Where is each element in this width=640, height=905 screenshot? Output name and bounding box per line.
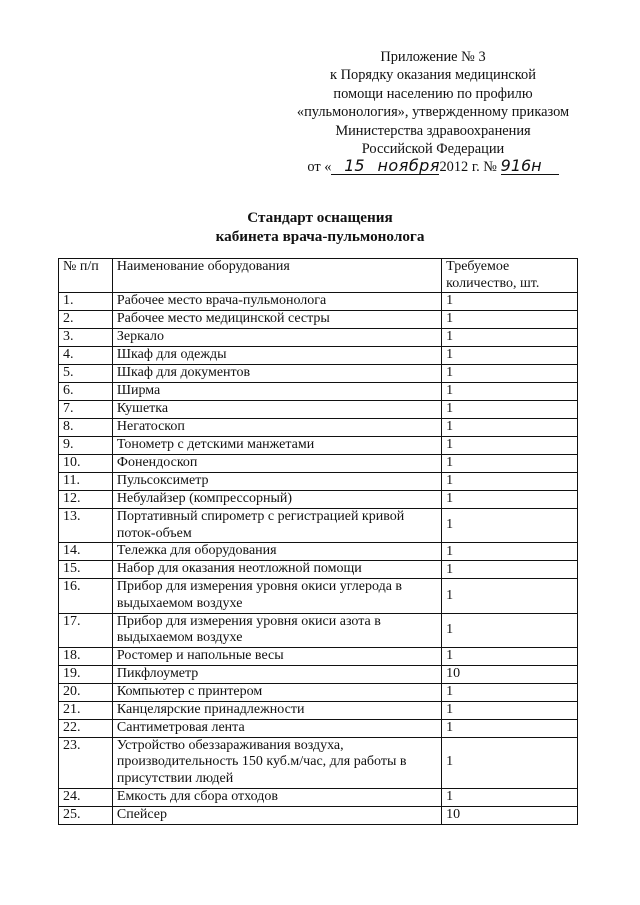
equipment-name-cell: Шкаф для документов	[112, 365, 441, 383]
equipment-name-cell: Тонометр с детскими манжетами	[112, 437, 441, 455]
row-number-cell: 10.	[59, 455, 113, 473]
row-number-cell: 17.	[59, 613, 113, 647]
table-row	[59, 665, 578, 683]
row-number-cell: 22.	[59, 719, 113, 737]
handwritten-day: 15	[331, 158, 377, 175]
table-row	[59, 293, 578, 311]
quantity-cell: 10	[442, 806, 578, 824]
table-body	[59, 293, 578, 824]
row-number-cell: 4.	[59, 347, 113, 365]
order-date-line	[288, 158, 578, 176]
quantity-cell: 1	[442, 491, 578, 509]
equipment-name-cell: Канцелярские принадлежности	[112, 701, 441, 719]
row-number-cell: 19.	[59, 665, 113, 683]
row-number-cell: 20.	[59, 683, 113, 701]
row-number-cell: 3.	[59, 329, 113, 347]
quantity-cell: 1	[442, 509, 578, 543]
table-row	[59, 365, 578, 383]
title-line-2: кабинета врача-пульмонолога	[215, 228, 425, 245]
row-number-cell: 11.	[59, 473, 113, 491]
equipment-name-cell: Зеркало	[112, 329, 441, 347]
row-number-cell: 1.	[59, 293, 113, 311]
quantity-cell: 1	[442, 719, 578, 737]
table-row	[59, 347, 578, 365]
quantity-cell: 1	[442, 473, 578, 491]
table-row	[59, 383, 578, 401]
equipment-name-cell: Спейсер	[112, 806, 441, 824]
equipment-name-cell: Фонендоскоп	[112, 455, 441, 473]
equipment-name-cell: Ростомер и напольные весы	[112, 647, 441, 665]
equipment-name-cell: Небулайзер (компрессорный)	[112, 491, 441, 509]
equipment-name-cell: Сантиметровая лента	[112, 719, 441, 737]
quantity-cell: 1	[442, 419, 578, 437]
quantity-cell: 1	[442, 383, 578, 401]
table-row	[59, 437, 578, 455]
document-title	[0, 208, 640, 246]
table-row	[59, 491, 578, 509]
equipment-name-cell: Устройство обеззараживания воздуха, производительность 150 куб.м/час, для работы в присутствии людей	[112, 737, 441, 788]
equipment-name-cell: Пикфлоуметр	[112, 665, 441, 683]
table-row	[59, 737, 578, 788]
quantity-cell: 1	[442, 401, 578, 419]
row-number-cell: 16.	[59, 579, 113, 613]
appendix-line: к Порядку оказания медицинской	[330, 67, 536, 84]
row-number-cell: 18.	[59, 647, 113, 665]
quantity-cell: 1	[442, 365, 578, 383]
equipment-name-cell: Компьютер с принтером	[112, 683, 441, 701]
table-row	[59, 701, 578, 719]
row-number-cell: 9.	[59, 437, 113, 455]
quantity-cell: 1	[442, 579, 578, 613]
quantity-cell: 1	[442, 543, 578, 561]
appendix-line: Российской Федерации	[361, 141, 505, 158]
table-row	[59, 719, 578, 737]
row-number-cell: 8.	[59, 419, 113, 437]
appendix-line: Министерства здравоохранения	[335, 122, 531, 139]
table-row	[59, 329, 578, 347]
equipment-name-cell: Рабочее место медицинской сестры	[112, 311, 441, 329]
header-qty: Требуемое количество, шт.	[442, 259, 578, 293]
quantity-cell: 1	[442, 437, 578, 455]
quantity-cell: 1	[442, 613, 578, 647]
date-year: 2012 г. №	[439, 159, 498, 176]
row-number-cell: 25.	[59, 806, 113, 824]
appendix-number: Приложение № 3	[380, 49, 486, 65]
table-row	[59, 509, 578, 543]
header-name: Наименование оборудования	[112, 259, 441, 293]
row-number-cell: 14.	[59, 543, 113, 561]
quantity-cell: 1	[442, 788, 578, 806]
quantity-cell: 1	[442, 647, 578, 665]
appendix-header	[288, 48, 578, 177]
row-number-cell: 12.	[59, 491, 113, 509]
quantity-cell: 1	[442, 347, 578, 365]
row-number-cell: 7.	[59, 401, 113, 419]
equipment-name-cell: Емкость для сбора отходов	[112, 788, 441, 806]
row-number-cell: 15.	[59, 561, 113, 579]
table-row	[59, 561, 578, 579]
table-row	[59, 311, 578, 329]
quantity-cell: 1	[442, 737, 578, 788]
equipment-name-cell: Тележка для оборудования	[112, 543, 441, 561]
row-number-cell: 21.	[59, 701, 113, 719]
row-number-cell: 5.	[59, 365, 113, 383]
equipment-name-cell: Портативный спирометр с регистрацией кривой поток-объем	[112, 509, 441, 543]
quantity-cell: 1	[442, 329, 578, 347]
appendix-line: «пульмонология», утвержденному приказом	[296, 104, 570, 121]
row-number-cell: 6.	[59, 383, 113, 401]
quantity-cell: 1	[442, 701, 578, 719]
equipment-name-cell: Рабочее место врача-пульмонолога	[112, 293, 441, 311]
row-number-cell: 13.	[59, 509, 113, 543]
equipment-table	[58, 258, 578, 825]
table-row	[59, 647, 578, 665]
quantity-cell: 10	[442, 665, 578, 683]
table-row	[59, 613, 578, 647]
equipment-name-cell: Пульсоксиметр	[112, 473, 441, 491]
table-row	[59, 543, 578, 561]
equipment-name-cell: Прибор для измерения уровня окиси углерода в выдыхаемом воздухе	[112, 579, 441, 613]
quantity-cell: 1	[442, 683, 578, 701]
row-number-cell: 23.	[59, 737, 113, 788]
equipment-name-cell: Набор для оказания неотложной помощи	[112, 561, 441, 579]
quantity-cell: 1	[442, 455, 578, 473]
table-row	[59, 455, 578, 473]
equipment-name-cell: Прибор для измерения уровня окиси азота в выдыхаемом воздухе	[112, 613, 441, 647]
table-row	[59, 806, 578, 824]
table-row	[59, 401, 578, 419]
table-row	[59, 473, 578, 491]
header-num: № п/п	[59, 259, 113, 293]
row-number-cell: 2.	[59, 311, 113, 329]
table-row	[59, 683, 578, 701]
quantity-cell: 1	[442, 293, 578, 311]
appendix-line: помощи населению по профилю	[333, 85, 533, 102]
equipment-name-cell: Кушетка	[112, 401, 441, 419]
handwritten-order-number: 916н	[501, 158, 559, 175]
title-line-1: Стандарт оснащения	[247, 209, 393, 226]
quantity-cell: 1	[442, 561, 578, 579]
table-row	[59, 788, 578, 806]
table-row	[59, 579, 578, 613]
handwritten-month: ноября	[377, 156, 440, 176]
equipment-name-cell: Ширма	[112, 383, 441, 401]
table-header-row	[59, 259, 578, 293]
row-number-cell: 24.	[59, 788, 113, 806]
table-row	[59, 419, 578, 437]
equipment-name-cell: Шкаф для одежды	[112, 347, 441, 365]
quantity-cell: 1	[442, 311, 578, 329]
date-prefix: от «	[307, 159, 332, 176]
equipment-name-cell: Негатоскоп	[112, 419, 441, 437]
